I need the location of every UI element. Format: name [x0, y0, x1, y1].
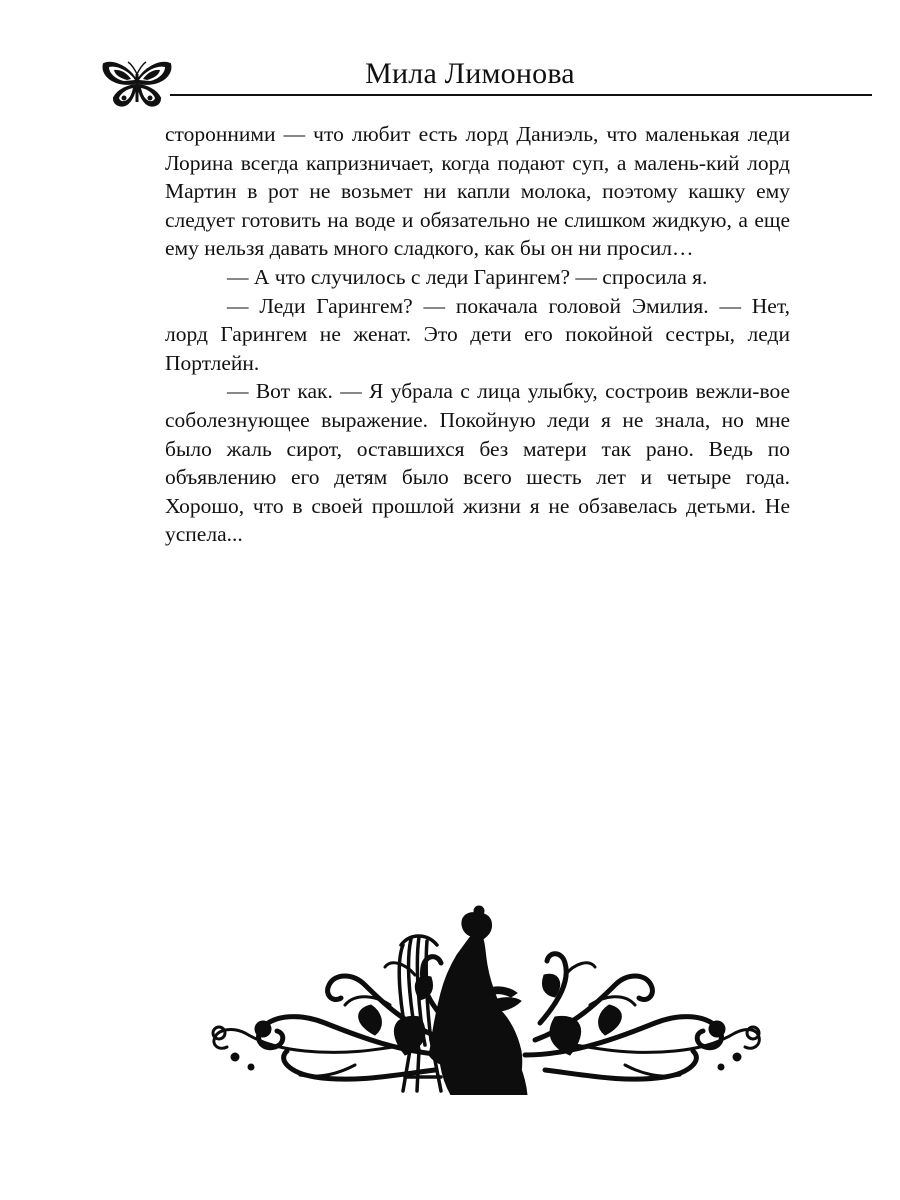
paragraph: — А что случилось с леди Гарингем? — спросила я.	[227, 264, 708, 289]
running-title: Мила Лимонова	[365, 57, 575, 90]
body-text	[165, 120, 790, 549]
paragraph: — Вот как. — Я убрала с лица улыбку, состроив вежли-вое соболезнующее выражение. Покойную леди я не знала, но мне было жаль сирот, оставшихся без матери так рано. Ведь по объявлению его детям было всего шесть лет и четыре года. Хорошо, что в своей прошлой жизни я не обзавелась детьми. Не успела...	[165, 379, 790, 547]
paragraph: сторонними — что любит есть лорд Даниэль, что маленькая леди Лорина всегда капризничает, когда подают суп, а малень-кий лорд Мартин в рот не возьмет ни капли молока, поэтому кашку ему следует готовить на воде и обязательно не слишком жидкую, а еще ему нельзя давать много сладкого, как бы он ни просил…	[165, 122, 790, 261]
paragraph: — Леди Гарингем? — покачала головой Эмилия. — Нет, лорд Гарингем не женат. Это дети его покойной сестры, леди Портлейн.	[165, 293, 790, 375]
woman-silhouette-swirl-ornament	[205, 905, 765, 1095]
header-rule	[170, 94, 872, 96]
butterfly-icon	[100, 58, 174, 110]
running-header	[0, 0, 900, 120]
